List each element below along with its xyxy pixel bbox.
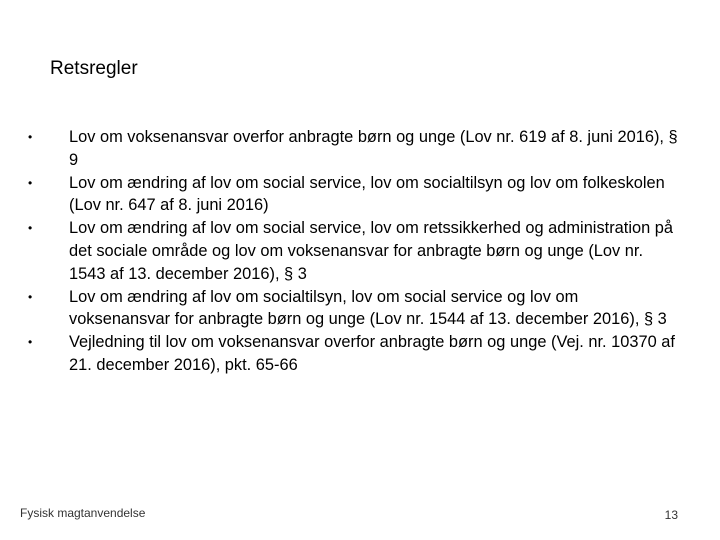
footer-label: Fysisk magtanvendelse	[20, 506, 146, 520]
bullet-list	[28, 126, 683, 377]
bullet-text: Lov om ændring af lov om social service, lov om socialtilsyn og lov om folkeskolen (Lov nr. 647 af 8. juni 2016)	[69, 173, 665, 215]
bullet-marker: •	[28, 130, 33, 144]
bullet-marker: •	[28, 335, 33, 350]
bullet-item	[28, 331, 683, 377]
bullet-marker: •	[28, 175, 33, 190]
bullet-text: Lov om ændring af lov om socialtilsyn, lov om social service og lov om voksenansvar for anbragte børn og unge (Lov nr. 1544 af 13. december 2016), § 3	[69, 287, 667, 329]
bullet-marker: •	[28, 289, 33, 304]
page-number: 13	[664, 508, 678, 522]
bullet-item	[28, 217, 683, 285]
bullet-item	[28, 172, 683, 218]
bullet-text: Lov om ændring af lov om social service, lov om retssikkerhed og administration på det sociale område og lov om voksenansvar for anbragte børn og unge (Lov nr. 1543 af 13. december 2016), § 3	[69, 219, 673, 283]
bullet-item	[28, 126, 683, 172]
bullet-marker: •	[28, 221, 33, 236]
bullet-item	[28, 286, 683, 332]
bullet-text: Lov om voksenansvar overfor anbragte børn og unge (Lov nr. 619 af 8. juni 2016), § 9	[69, 128, 678, 169]
bullet-text: Vejledning til lov om voksenansvar overfor anbragte børn og unge (Vej. nr. 10370 af 21. december 2016), pkt. 65-66	[69, 333, 675, 374]
slide-title: Retsregler	[50, 58, 138, 79]
